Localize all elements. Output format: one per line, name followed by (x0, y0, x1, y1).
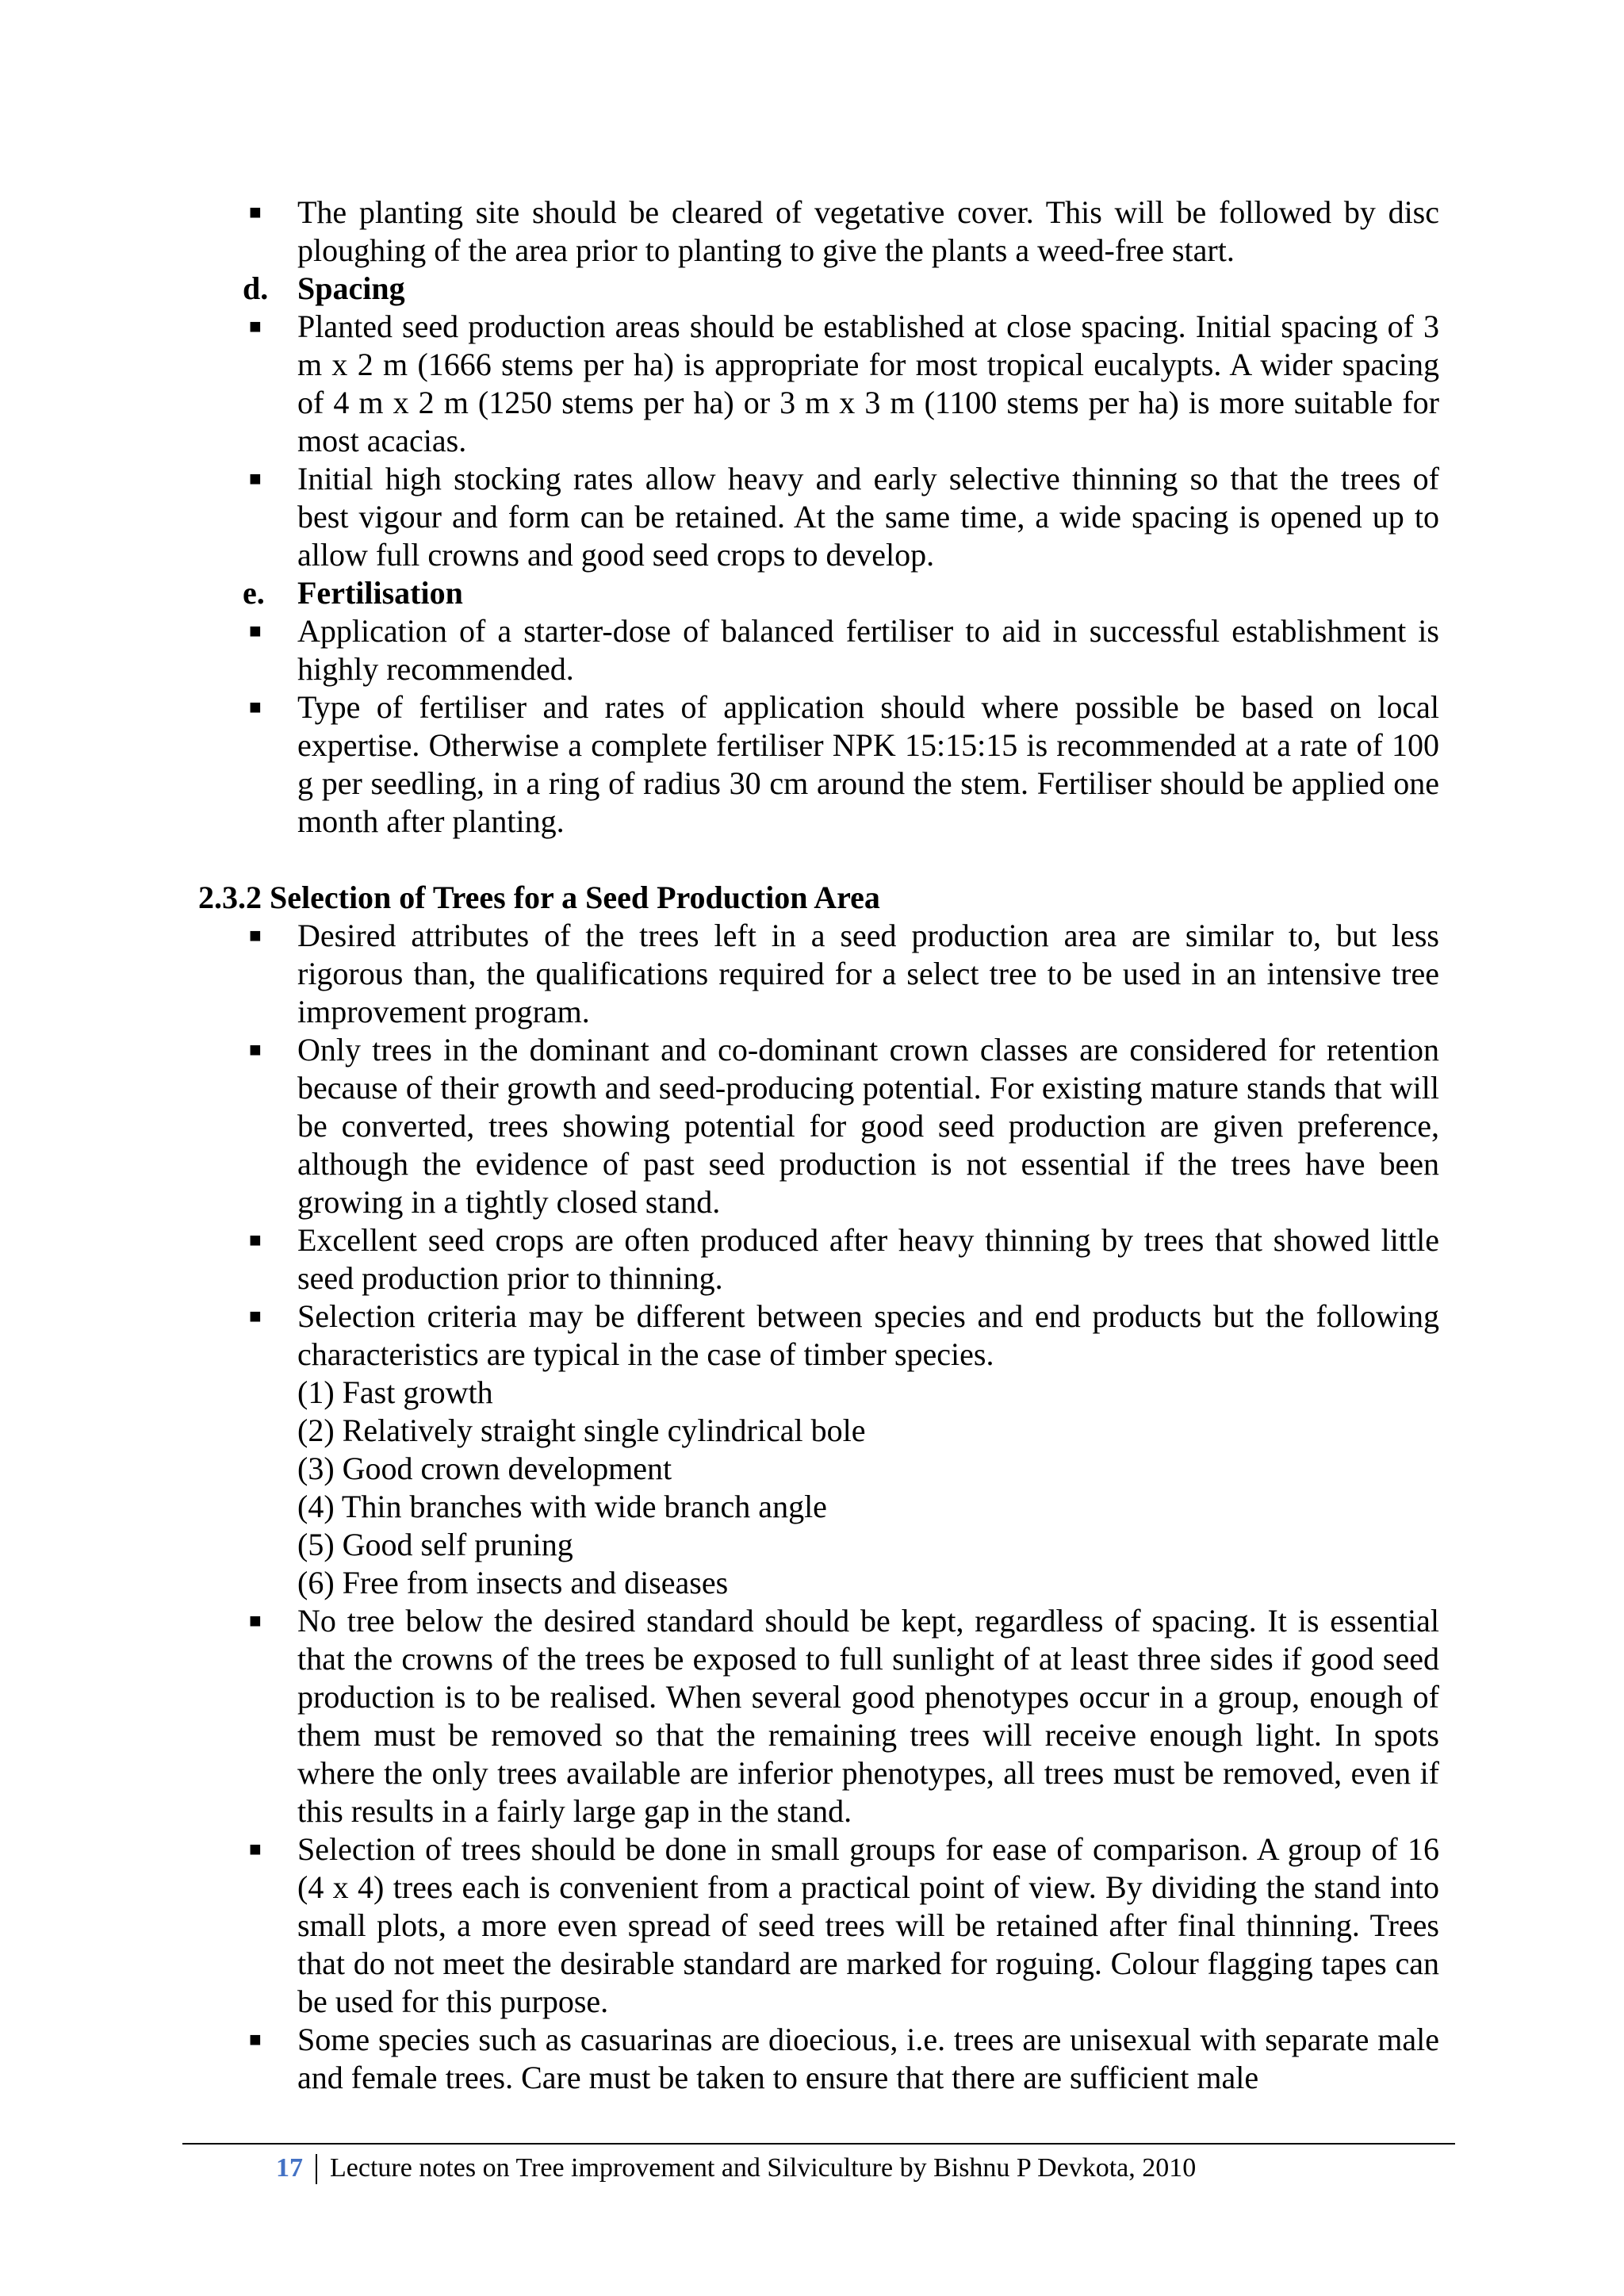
bullet-item (198, 917, 1439, 1031)
bullet-text: Desired attributes of the trees left in a seed production area are similar to, but less rigorous than, the qualifications required for a select tree to be used in an intensive tree improvement program. (297, 918, 1439, 1029)
bullet-item (198, 1031, 1439, 1221)
bullet-item (198, 2021, 1439, 2097)
bullet-square-icon: ■ (249, 1609, 262, 1632)
bullet-text: Initial high stocking rates allow heavy and early selective thinning so that the trees of best vigour and form can be retained. At the same time, a wide spacing is opened up to allow full crowns and good seed crops to develop. (297, 461, 1439, 573)
bullet-item (198, 1297, 1439, 1374)
criteria-item: (4) Thin branches with wide branch angle (297, 1489, 827, 1524)
criteria-item: (5) Good self pruning (297, 1527, 573, 1562)
bullet-item (198, 1602, 1439, 1830)
bullet-square-icon: ■ (249, 1305, 262, 1328)
bullet-text: Planted seed production areas should be established at close spacing. Initial spacing of 3 m x 2 m (1666 stems per ha) is appropriate for most tropical eucalypts. A wider spacing of 4 m x 2 m (1250 stems per ha) or 3 m x 3 m (1100 stems per ha) is more suitable for most acacias. (297, 309, 1439, 458)
bullet-text: Some species such as casuarinas are dioecious, i.e. trees are unisexual with separate male and female trees. Care must be taken to ensure that there are sufficient male (297, 2022, 1439, 2095)
bullet-square-icon: ■ (249, 467, 262, 490)
bullet-square-icon: ■ (249, 315, 262, 338)
subheading-letter: e. (243, 575, 265, 611)
criteria-item: (3) Good crown development (297, 1451, 672, 1486)
bullet-text: The planting site should be cleared of vegetative cover. This will be followed by disc ploughing of the area prior to planting to give the plants a weed-free start. (297, 194, 1439, 268)
bullet-item (198, 194, 1439, 270)
bullet-text: Application of a starter-dose of balanced fertiliser to aid in successful establishment is highly recommended. (297, 613, 1439, 687)
criteria-item: (6) Free from insects and diseases (297, 1565, 729, 1600)
bullet-text: Selection of trees should be done in small groups for ease of comparison. A group of 16 (4 x 4) trees each is convenient from a practical point of view. By dividing the stand into small plots, a more even spread of seed trees will be retained after final thinning. Trees that do not meet the desirable standard are marked for roguing. Colour flagging tapes can be used for this purpose. (297, 1831, 1439, 2019)
section-heading: 2.3.2 Selection of Trees for a Seed Production Area (198, 880, 880, 915)
bullet-square-icon: ■ (249, 696, 262, 719)
bullet-item (198, 688, 1439, 841)
criteria-item: (1) Fast growth (297, 1374, 493, 1410)
subheading-text: Spacing (297, 270, 405, 306)
subheading-spacing (198, 270, 1439, 308)
footer-separator (316, 2154, 317, 2184)
footer-text: Lecture notes on Tree improvement and Silviculture by Bishnu P Devkota, 2010 (330, 2153, 1197, 2183)
bullet-item (198, 612, 1439, 688)
bullet-item (198, 460, 1439, 574)
bullet-square-icon: ■ (249, 1038, 262, 1061)
bullet-square-icon: ■ (249, 619, 262, 642)
footer-rule (182, 2143, 1455, 2145)
bullet-square-icon: ■ (249, 2028, 262, 2051)
subheading-text: Fertilisation (297, 575, 463, 611)
bullet-square-icon: ■ (249, 201, 262, 224)
page-number: 17 (276, 2153, 303, 2183)
bullet-square-icon: ■ (249, 924, 262, 947)
bullet-square-icon: ■ (249, 1838, 262, 1861)
bullet-item (198, 1830, 1439, 2021)
page-body (198, 194, 1439, 2097)
subheading-letter: d. (243, 270, 269, 306)
criteria-item: (2) Relatively straight single cylindrical bole (297, 1412, 866, 1448)
page-footer (182, 2149, 1455, 2187)
bullet-text: Type of fertiliser and rates of application should where possible be based on local expertise. Otherwise a complete fertiliser NPK 15:15:15 is recommended at a rate of 100 g per seedling, in a ring of radius 30 cm around the stem. Fertiliser should be applied one month after planting. (297, 689, 1439, 839)
bullet-text: Only trees in the dominant and co-dominant crown classes are considered for retention because of their growth and seed-producing potential. For existing mature stands that will be converted, trees showing potential for good seed production are given preference, although the evidence of past seed production is not essential if the trees have been growing in a tightly closed stand. (297, 1032, 1439, 1220)
bullet-text: No tree below the desired standard should be kept, regardless of spacing. It is essential that the crowns of the trees be exposed to full sunlight of at least three sides if good seed production is to be realised. When several good phenotypes occur in a group, enough of them must be removed so that the remaining trees will receive enough light. In spots where the only trees available are inferior phenotypes, all trees must be removed, even if this results in a fairly large gap in the stand. (297, 1603, 1439, 1829)
subheading-fertilisation (198, 574, 1439, 612)
bullet-text: Selection criteria may be different between species and end products but the following characteristics are typical in the case of timber species. (297, 1298, 1439, 1372)
bullet-item (198, 1221, 1439, 1297)
bullet-square-icon: ■ (249, 1228, 262, 1251)
bullet-text: Excellent seed crops are often produced after heavy thinning by trees that showed little seed production prior to thinning. (297, 1222, 1439, 1296)
bullet-item (198, 308, 1439, 460)
